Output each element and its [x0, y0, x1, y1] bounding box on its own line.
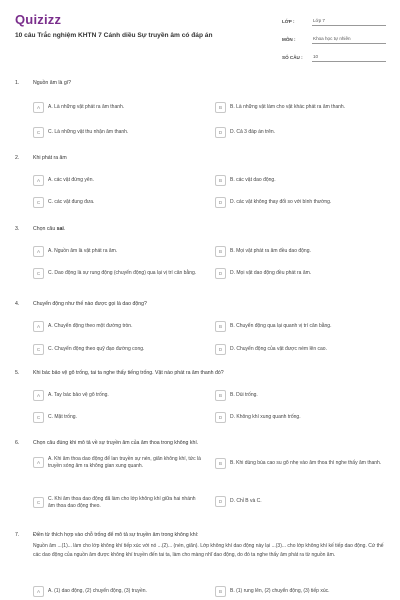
option-d[interactable]	[215, 412, 387, 423]
option-d[interactable]	[215, 127, 387, 138]
option-letter-b: B	[215, 458, 226, 469]
option-text: C. các vật đung đưa.	[48, 199, 95, 206]
question-text: Nguồn âm là gì?	[33, 80, 72, 86]
question-text-part: .	[63, 226, 66, 232]
option-d[interactable]	[215, 344, 387, 355]
document-title: 10 câu Trắc nghiệm KHTN 7 Cánh diều Sự truyền âm có đáp án	[15, 32, 213, 39]
option-a[interactable]	[33, 102, 203, 113]
option-text: B. Khi dùng búa cao su gõ nhẹ vào âm thoa thì nghe thấy âm thanh.	[230, 460, 382, 467]
option-letter-c: C	[33, 412, 44, 423]
option-letter-b: B	[215, 586, 226, 597]
option-letter-a: A	[33, 102, 44, 113]
option-text: D. các vật không thay đổi so với bình thường.	[230, 199, 332, 206]
option-text: B. Chuyển động qua lại quanh vị trí cân bằng.	[230, 323, 332, 330]
option-b[interactable]	[215, 458, 387, 469]
question-text: Chuyển động như thế nào được gọi là dao động?	[33, 301, 147, 307]
option-text: A. các vật đứng yên.	[48, 177, 94, 184]
option-a[interactable]	[33, 246, 203, 257]
option-a[interactable]	[33, 175, 203, 186]
question-number: 1.	[15, 80, 20, 86]
option-text: A. Nguồn âm là vật phát ra âm.	[48, 248, 118, 255]
option-text: B. Mọi vật phát ra âm đều dao động.	[230, 248, 311, 255]
option-b[interactable]	[215, 321, 387, 332]
option-text: A. Là những vật phát ra âm thanh.	[48, 104, 125, 111]
option-b[interactable]	[215, 586, 387, 597]
option-text: C. Khi âm thoa dao động đã làm cho lớp không khí giữa hai nhánh âm thoa dao động theo.	[48, 496, 196, 509]
option-letter-a: A	[33, 321, 44, 332]
option-letter-d: D	[215, 412, 226, 423]
option-c[interactable]	[33, 197, 203, 208]
meta-label: LỚP :	[282, 19, 295, 24]
option-d[interactable]	[215, 496, 387, 507]
option-letter-d: D	[215, 496, 226, 507]
option-letter-a: A	[33, 390, 44, 401]
question-text	[33, 226, 378, 232]
question-text: Điền từ thích hợp vào chỗ trống để mô tả sự truyền âm trong không khí:	[33, 532, 199, 538]
option-text: B. Dùi trống.	[230, 392, 258, 399]
option-letter-b: B	[215, 246, 226, 257]
question-text-emphasis: sai	[56, 226, 64, 232]
option-c[interactable]	[33, 496, 203, 509]
option-text: A. Chuyển động theo một đường tròn.	[48, 323, 133, 330]
option-c[interactable]	[33, 412, 203, 423]
option-d[interactable]	[215, 268, 387, 279]
option-text: D. Mọi vật dao động đều phát ra âm.	[230, 270, 312, 277]
option-text: C. Là những vật thu nhận âm thanh.	[48, 129, 129, 136]
option-c[interactable]	[33, 268, 203, 279]
option-text: D. Chuyển động của vật được ném lên cao.	[230, 346, 327, 353]
option-text: A. (1) dao động, (2) chuyển động, (3) truyền.	[48, 588, 147, 595]
question-passage: Nguồn âm ...(1)... làm cho lớp không khí tiếp xúc với nó ...(2)... (nén, giãn). Lớp không khí dao động này lại ...(3)... cho lớp không khí kế tiếp dao động. Cứ thế các dao động của nguồn âm được không khí truyền đến tai ta, làm cho màng nhĩ dao động, do đó ta nghe thấy âm phát ra từ nguồn âm.	[33, 543, 384, 558]
question-number: 4.	[15, 301, 20, 307]
option-a[interactable]	[33, 321, 203, 332]
question-text: Khi phát ra âm	[33, 155, 67, 161]
option-letter-c: C	[33, 344, 44, 355]
option-text: D. Không khí xung quanh trống.	[230, 414, 301, 421]
option-letter-c: C	[33, 268, 44, 279]
option-letter-b: B	[215, 321, 226, 332]
option-a[interactable]	[33, 586, 203, 597]
option-c[interactable]	[33, 344, 203, 355]
option-text: A. Khi âm thoa dao động để lan truyền sự nén, giãn không khí, tức là truyền sóng âm ra không gian xung quanh.	[48, 456, 201, 469]
option-letter-b: B	[215, 175, 226, 186]
question-number: 3.	[15, 226, 20, 232]
option-text: B. các vật dao động.	[230, 177, 276, 184]
option-text: A. Tay bác bảo vệ gõ trống.	[48, 392, 109, 399]
quizizz-logo: Quizizz	[15, 12, 62, 27]
meta-label: SỐ CÂU :	[282, 55, 303, 60]
option-c[interactable]	[33, 127, 203, 138]
option-text: C. Dao động là sự rung động (chuyển động) qua lại vị trí cân bằng.	[48, 270, 197, 277]
question-number: 7.	[15, 532, 20, 538]
option-letter-b: B	[215, 102, 226, 113]
option-letter-a: A	[33, 175, 44, 186]
option-text: D. Chỉ B và C.	[230, 498, 262, 505]
option-b[interactable]	[215, 175, 387, 186]
option-letter-d: D	[215, 268, 226, 279]
option-letter-a: A	[33, 586, 44, 597]
option-letter-d: D	[215, 344, 226, 355]
question-text: Chọn câu đúng khi mô tả về sự truyền âm của âm thoa trong không khí.	[33, 440, 199, 446]
option-letter-c: C	[33, 497, 44, 508]
question-number: 2.	[15, 155, 20, 161]
meta-label: MÔN :	[282, 37, 296, 42]
option-a[interactable]	[33, 390, 203, 401]
question-text-part: Chọn câu	[33, 226, 57, 232]
option-b[interactable]	[215, 102, 387, 113]
question-number: 5.	[15, 370, 20, 376]
option-a[interactable]	[33, 456, 203, 469]
question-number: 6.	[15, 440, 20, 446]
option-text: B. (1) rung lên, (2) chuyển động, (3) tiếp xúc.	[230, 588, 330, 595]
option-text: C. Mặt trống.	[48, 414, 77, 421]
option-b[interactable]	[215, 390, 387, 401]
option-letter-d: D	[215, 127, 226, 138]
meta-value: Lớp 7	[312, 18, 386, 26]
option-letter-c: C	[33, 127, 44, 138]
option-letter-c: C	[33, 197, 44, 208]
question-text: Khi bác bảo vệ gõ trống, tai ta nghe thấy tiếng trống. Vật nào phát ra âm thanh đó?	[33, 370, 224, 376]
option-d[interactable]	[215, 197, 387, 208]
meta-value: 10	[312, 54, 386, 62]
option-b[interactable]	[215, 246, 387, 257]
meta-value: Khoa học tự nhiên	[312, 36, 386, 44]
option-letter-d: D	[215, 197, 226, 208]
option-letter-a: A	[33, 457, 44, 468]
option-letter-a: A	[33, 246, 44, 257]
option-text: C. Chuyển động theo quỹ đạo đường cong.	[48, 346, 145, 353]
option-text: D. Cả 3 đáp án trên.	[230, 129, 276, 136]
option-letter-b: B	[215, 390, 226, 401]
option-text: B. Là những vật làm cho vật khác phát ra âm thanh.	[230, 104, 346, 111]
